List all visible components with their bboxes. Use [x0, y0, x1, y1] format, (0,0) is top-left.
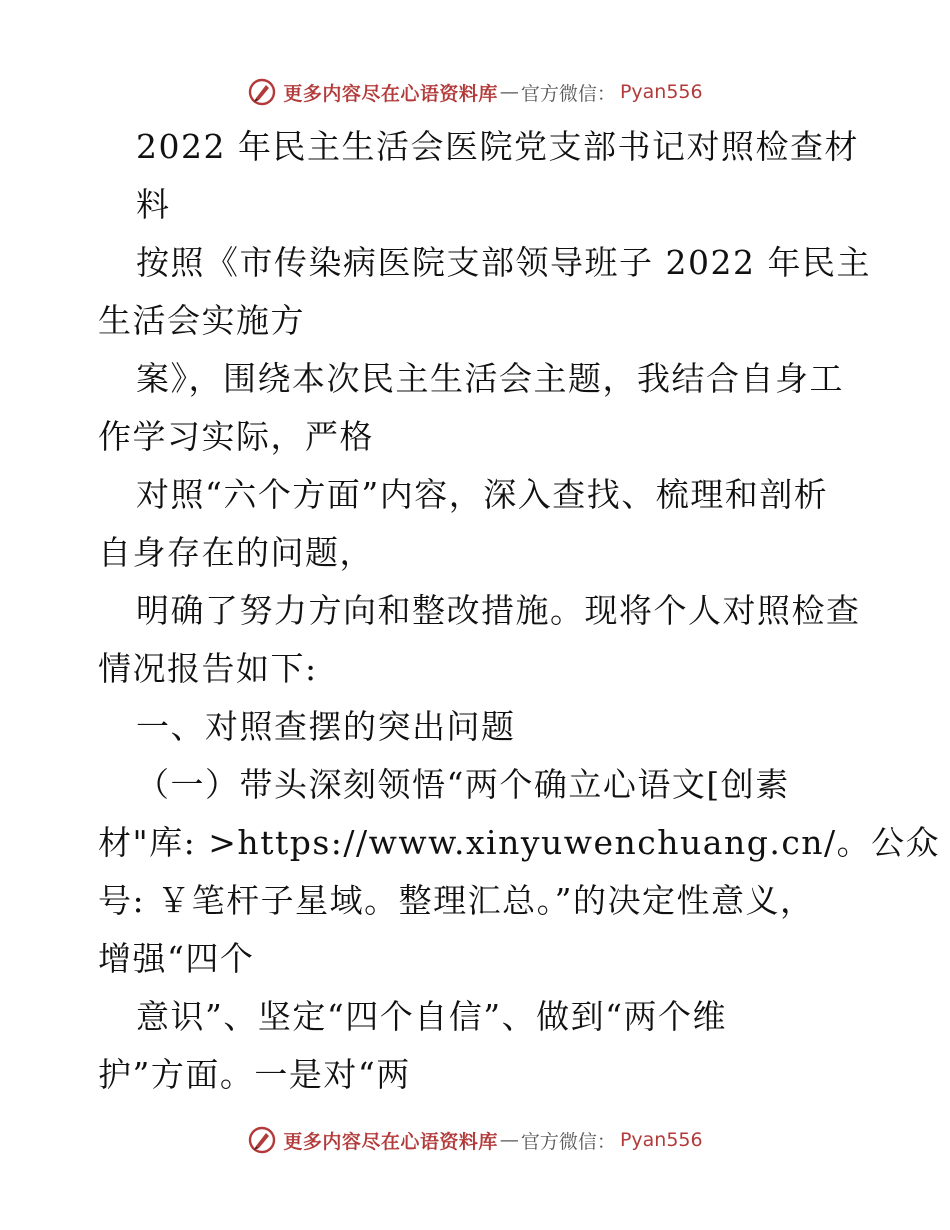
banner-official-label: 官方微信： [520, 82, 616, 105]
banner-wechat-id: Pyan556 [619, 1129, 703, 1151]
text-line: 料 [136, 185, 171, 224]
text-line: 明确了努力方向和整改措施。现将个人对照检查 [136, 591, 861, 630]
pen-logo-icon [247, 1125, 277, 1155]
banner-dash: — [499, 81, 519, 103]
text-line: 生活会实施方 [98, 301, 305, 340]
footer-banner [0, 1120, 950, 1160]
banner-dash: — [499, 1129, 519, 1151]
text-line: 按照《市传染病医院支部领导班子 2022 年民主 [136, 243, 871, 282]
text-line: 自身存在的问题， [98, 533, 374, 572]
text-line: 案》，围绕本次民主生活会主题，我结合自身工 [136, 359, 844, 398]
banner-official-label: 官方微信： [520, 1130, 616, 1153]
text-line: 对照“六个方面”内容，深入查找、梳理和剖析 [136, 475, 829, 514]
text-line: 作学习实际，严格 [98, 417, 374, 456]
document-body [98, 118, 941, 1104]
text-line: 材"库: >https://www.xinyuwenchuang.cn/。公众 [98, 823, 941, 862]
text-line: 一、对照查摆的突出问题 [136, 707, 516, 746]
text-line: 2022 年民主生活会医院党支部书记对照检查材 [136, 127, 859, 166]
pen-logo-icon [247, 77, 277, 107]
text-line: 增强“四个 [98, 939, 255, 978]
banner-text: 更多内容尽在心语资料库 [283, 1130, 498, 1153]
text-line: 意识”、坚定“四个自信”、做到“两个维 [136, 997, 727, 1036]
banner-text: 更多内容尽在心语资料库 [283, 82, 498, 105]
text-line: 护”方面。一是对“两 [98, 1055, 411, 1094]
header-banner [0, 72, 950, 112]
text-line: （一）带头深刻领悟“两个确立心语文[创素 [136, 765, 790, 804]
text-line: 情况报告如下: [98, 649, 318, 688]
banner-wechat-id: Pyan556 [619, 81, 703, 103]
text-line: 号: ￥笔杆子星域。整理汇总。”的决定性意义， [98, 881, 815, 920]
